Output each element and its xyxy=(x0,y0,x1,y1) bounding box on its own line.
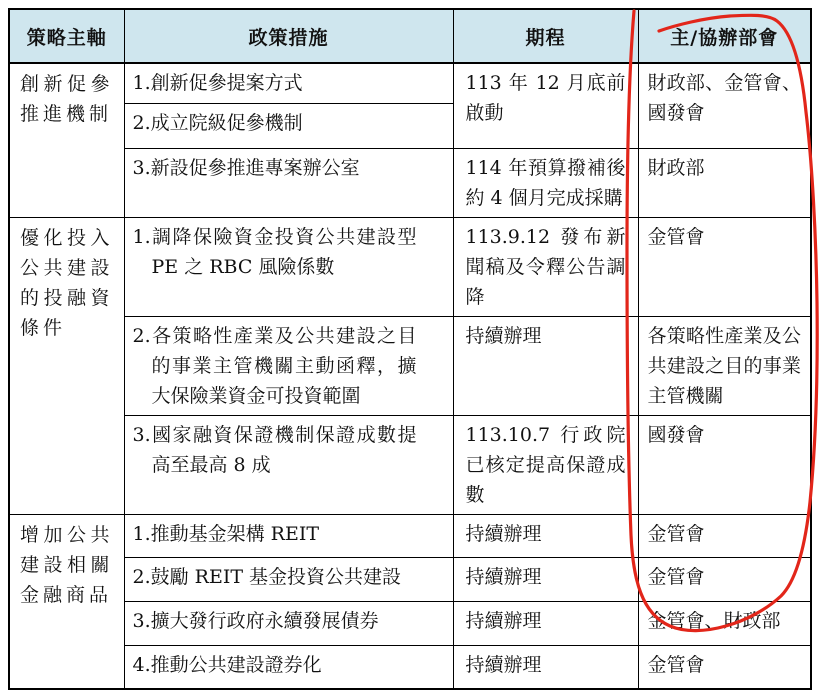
agency-cell: 金管會 xyxy=(638,514,811,557)
measure-cell: 1.推動基金架構 REIT xyxy=(124,514,453,557)
agency-cell: 財政部 xyxy=(638,148,811,217)
schedule-cell: 113.10.7 行政院已核定提高保證成數 xyxy=(453,415,638,514)
axis-cell: 創新促參推進機制 xyxy=(9,63,124,217)
schedule-cell: 持續辦理 xyxy=(453,514,638,557)
agency-cell: 金管會、財政部 xyxy=(638,601,811,645)
measure-cell: 1.調降保險資金投資公共建設型 PE 之 RBC 風險係數 xyxy=(124,217,453,316)
schedule-cell: 持續辦理 xyxy=(453,557,638,601)
measure-cell: 1.創新促參提案方式 xyxy=(124,63,453,103)
agency-cell: 各策略性產業及公共建設之目的事業主管機關 xyxy=(638,316,811,415)
table-row xyxy=(9,217,811,316)
measure-cell: 3.國家融資保證機制保證成數提高至最高 8 成 xyxy=(124,415,453,514)
schedule-cell: 113.9.12 發布新聞稿及令釋公告調降 xyxy=(453,217,638,316)
table-row xyxy=(9,148,811,217)
agency-cell: 金管會 xyxy=(638,217,811,316)
policy-table xyxy=(8,8,812,690)
schedule-cell: 持續辦理 xyxy=(453,645,638,689)
table-header-row xyxy=(9,9,811,63)
schedule-cell: 113 年 12 月底前啟動 xyxy=(453,63,638,148)
agency-cell: 金管會 xyxy=(638,645,811,689)
header-cell-measure: 政策措施 xyxy=(124,9,453,63)
header-cell-agency: 主/協辦部會 xyxy=(638,9,811,63)
measure-cell: 3.新設促參推進專案辦公室 xyxy=(124,148,453,217)
table-row xyxy=(9,415,811,514)
measure-cell: 2.鼓勵 REIT 基金投資公共建設 xyxy=(124,557,453,601)
table-row xyxy=(9,514,811,557)
table-row xyxy=(9,645,811,689)
measure-cell: 2.成立院級促參機制 xyxy=(124,103,453,148)
schedule-cell: 114 年預算撥補後約 4 個月完成採購 xyxy=(453,148,638,217)
measure-cell: 2.各策略性產業及公共建設之目的事業主管機關主動函釋，擴大保險業資金可投資範圍 xyxy=(124,316,453,415)
header-cell-axis: 策略主軸 xyxy=(9,9,124,63)
table-row xyxy=(9,63,811,103)
table-row xyxy=(9,557,811,601)
schedule-cell: 持續辦理 xyxy=(453,316,638,415)
header-cell-schedule: 期程 xyxy=(453,9,638,63)
axis-cell: 增加公共建設相關金融商品 xyxy=(9,514,124,689)
measure-cell: 3.擴大發行政府永續發展債券 xyxy=(124,601,453,645)
agency-cell: 金管會 xyxy=(638,557,811,601)
schedule-cell: 持續辦理 xyxy=(453,601,638,645)
agency-cell: 財政部、金管會、國發會 xyxy=(638,63,811,148)
measure-cell: 4.推動公共建設證券化 xyxy=(124,645,453,689)
agency-cell: 國發會 xyxy=(638,415,811,514)
axis-cell: 優化投入公共建設的投融資條件 xyxy=(9,217,124,514)
table-row xyxy=(9,601,811,645)
table-row xyxy=(9,316,811,415)
